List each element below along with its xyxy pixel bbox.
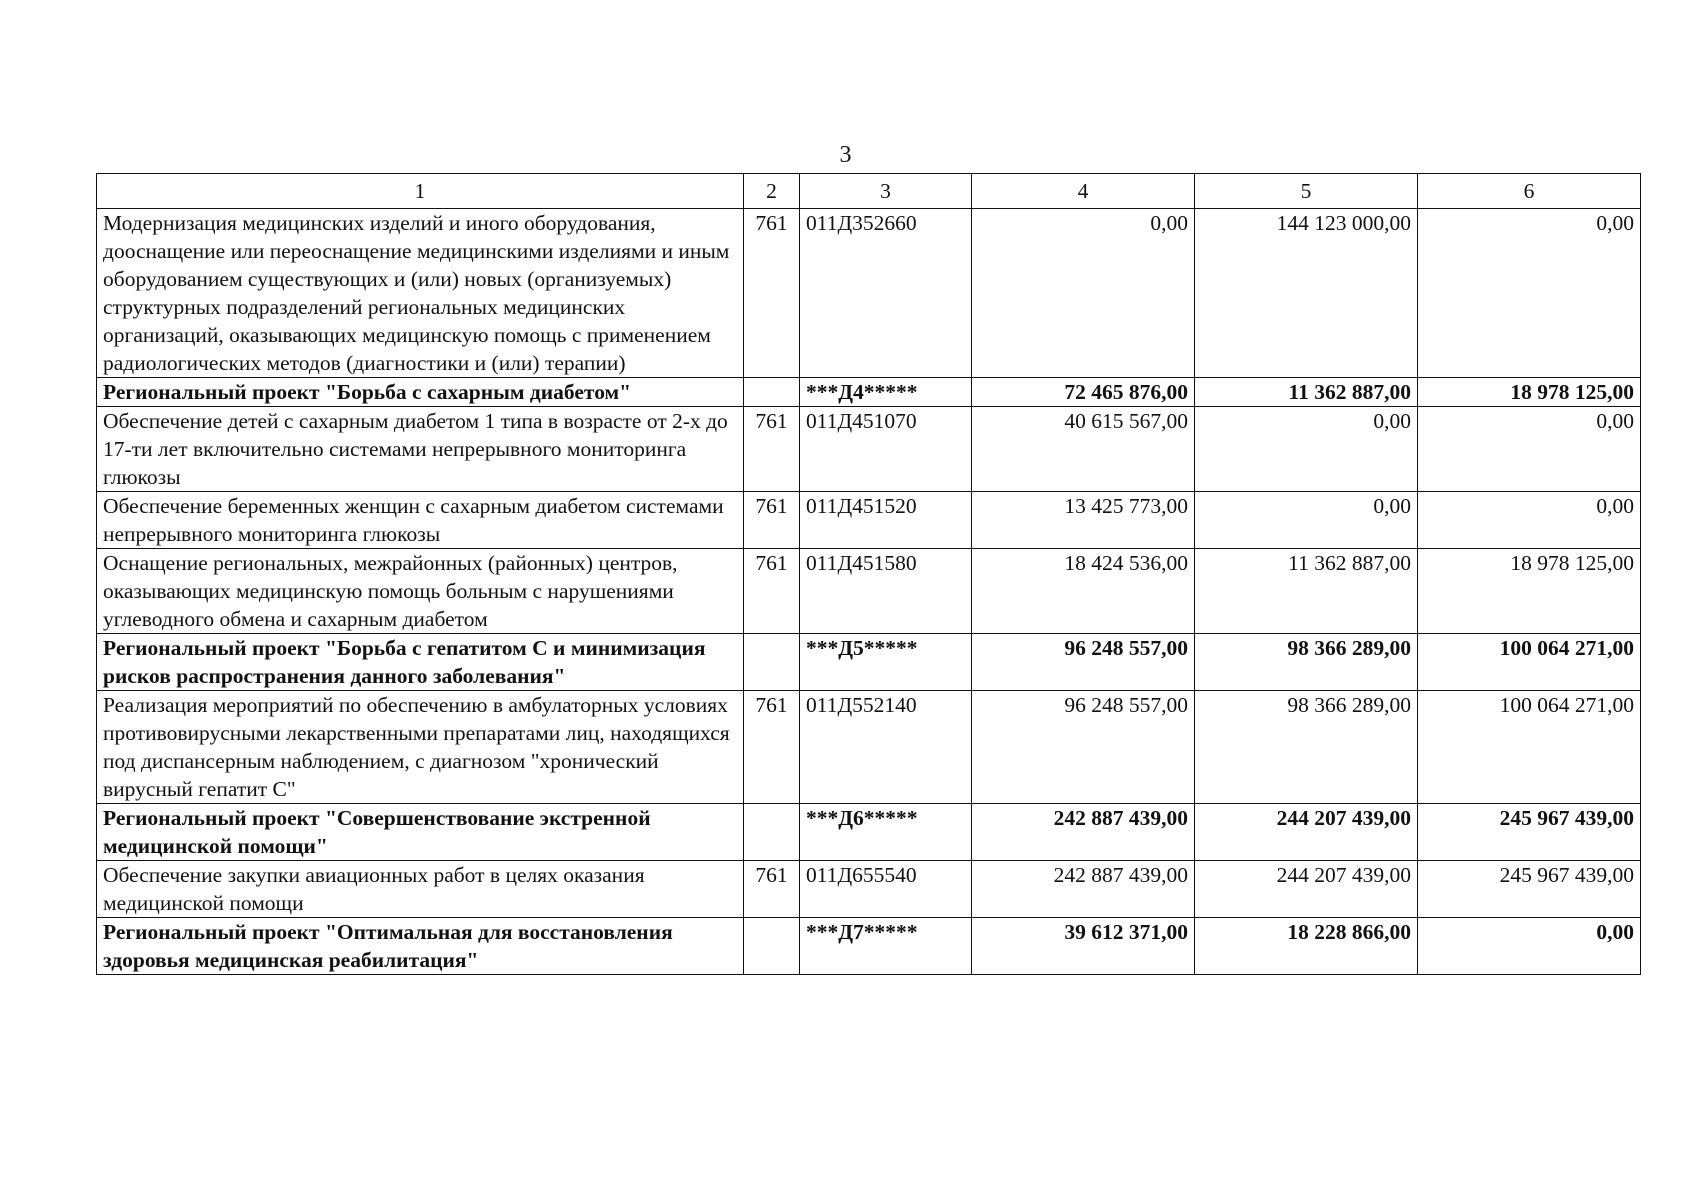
row-amount-col-5: 11 362 887,00 <box>1195 378 1418 407</box>
table-header <box>97 174 1641 209</box>
row-name: Региональный проект "Оптимальная для восстановления здоровья медицинская реабилитация" <box>97 918 744 975</box>
row-budget-code: 011Д352660 <box>800 209 972 378</box>
row-amount-col-6: 245 967 439,00 <box>1418 804 1641 861</box>
row-budget-code: 011Д451580 <box>800 549 972 634</box>
row-amount-col-4: 40 615 567,00 <box>972 407 1195 492</box>
row-amount-col-4: 242 887 439,00 <box>972 861 1195 918</box>
row-admin-code: 761 <box>744 691 800 804</box>
row-budget-code: ***Д7***** <box>800 918 972 975</box>
row-name: Обеспечение беременных женщин с сахарным диабетом системами непрерывного мониторинга глюкозы <box>97 492 744 549</box>
row-budget-code: 011Д655540 <box>800 861 972 918</box>
row-admin-code: 761 <box>744 407 800 492</box>
table-row <box>97 492 1641 549</box>
row-amount-col-6: 18 978 125,00 <box>1418 549 1641 634</box>
row-amount-col-5: 244 207 439,00 <box>1195 861 1418 918</box>
row-amount-col-6: 18 978 125,00 <box>1418 378 1641 407</box>
budget-table <box>96 173 1641 975</box>
row-amount-col-6: 0,00 <box>1418 407 1641 492</box>
table-body <box>97 209 1641 975</box>
header-col-5: 5 <box>1195 174 1418 209</box>
row-amount-col-6: 0,00 <box>1418 492 1641 549</box>
row-amount-col-4: 242 887 439,00 <box>972 804 1195 861</box>
row-admin-code: 761 <box>744 209 800 378</box>
row-amount-col-5: 98 366 289,00 <box>1195 691 1418 804</box>
header-col-1: 1 <box>97 174 744 209</box>
row-amount-col-4: 72 465 876,00 <box>972 378 1195 407</box>
row-amount-col-4: 39 612 371,00 <box>972 918 1195 975</box>
row-amount-col-6: 0,00 <box>1418 209 1641 378</box>
project-row <box>97 918 1641 975</box>
row-amount-col-6: 100 064 271,00 <box>1418 691 1641 804</box>
row-budget-code: ***Д4***** <box>800 378 972 407</box>
header-col-2: 2 <box>744 174 800 209</box>
header-col-4: 4 <box>972 174 1195 209</box>
project-row <box>97 378 1641 407</box>
row-admin-code <box>744 634 800 691</box>
row-name: Региональный проект "Совершенствование экстренной медицинской помощи" <box>97 804 744 861</box>
table-row <box>97 861 1641 918</box>
table-row <box>97 549 1641 634</box>
row-amount-col-6: 0,00 <box>1418 918 1641 975</box>
row-admin-code <box>744 804 800 861</box>
row-name: Региональный проект "Борьба с гепатитом С и минимизация рисков распространения данного заболевания" <box>97 634 744 691</box>
row-admin-code: 761 <box>744 492 800 549</box>
row-budget-code: 011Д552140 <box>800 691 972 804</box>
project-row <box>97 804 1641 861</box>
row-name: Оснащение региональных, межрайонных (районных) центров, оказывающих медицинскую помощь больным с нарушениями углеводного обмена и сахарным диабетом <box>97 549 744 634</box>
table-row <box>97 407 1641 492</box>
table-row <box>97 209 1641 378</box>
row-amount-col-5: 0,00 <box>1195 407 1418 492</box>
row-budget-code: ***Д6***** <box>800 804 972 861</box>
page-number: 3 <box>839 142 852 168</box>
row-amount-col-4: 18 424 536,00 <box>972 549 1195 634</box>
row-amount-col-5: 98 366 289,00 <box>1195 634 1418 691</box>
row-amount-col-5: 18 228 866,00 <box>1195 918 1418 975</box>
row-amount-col-4: 13 425 773,00 <box>972 492 1195 549</box>
row-budget-code: ***Д5***** <box>800 634 972 691</box>
project-row <box>97 634 1641 691</box>
row-admin-code: 761 <box>744 549 800 634</box>
row-admin-code: 761 <box>744 861 800 918</box>
row-name: Реализация мероприятий по обеспечению в амбулаторных условиях противовирусными лекарственными препаратами лиц, находящихся под диспансерным наблюдением, с диагнозом "хронический вирусный гепатит С" <box>97 691 744 804</box>
row-name: Обеспечение детей с сахарным диабетом 1 типа в возрасте от 2-х до 17-ти лет включительно системами непрерывного мониторинга глюкозы <box>97 407 744 492</box>
row-admin-code <box>744 378 800 407</box>
header-col-3: 3 <box>800 174 972 209</box>
row-amount-col-5: 0,00 <box>1195 492 1418 549</box>
row-amount-col-5: 244 207 439,00 <box>1195 804 1418 861</box>
row-admin-code <box>744 918 800 975</box>
row-name: Обеспечение закупки авиационных работ в целях оказания медицинской помощи <box>97 861 744 918</box>
row-amount-col-4: 0,00 <box>972 209 1195 378</box>
row-amount-col-4: 96 248 557,00 <box>972 634 1195 691</box>
row-name: Региональный проект "Борьба с сахарным диабетом" <box>97 378 744 407</box>
row-amount-col-5: 144 123 000,00 <box>1195 209 1418 378</box>
row-amount-col-4: 96 248 557,00 <box>972 691 1195 804</box>
row-name: Модернизация медицинских изделий и иного оборудования, дооснащение или переоснащение медицинскими изделиями и иным оборудованием существующих и (или) новых (организуемых) структурных подразделений региональных медицинских организаций, оказывающих медицинскую помощь с применением радиологических методов (диагностики и (или) терапии) <box>97 209 744 378</box>
row-budget-code: 011Д451070 <box>800 407 972 492</box>
row-amount-col-6: 245 967 439,00 <box>1418 861 1641 918</box>
row-budget-code: 011Д451520 <box>800 492 972 549</box>
row-amount-col-5: 11 362 887,00 <box>1195 549 1418 634</box>
header-col-6: 6 <box>1418 174 1641 209</box>
row-amount-col-6: 100 064 271,00 <box>1418 634 1641 691</box>
table-row <box>97 691 1641 804</box>
header-row <box>97 174 1641 209</box>
